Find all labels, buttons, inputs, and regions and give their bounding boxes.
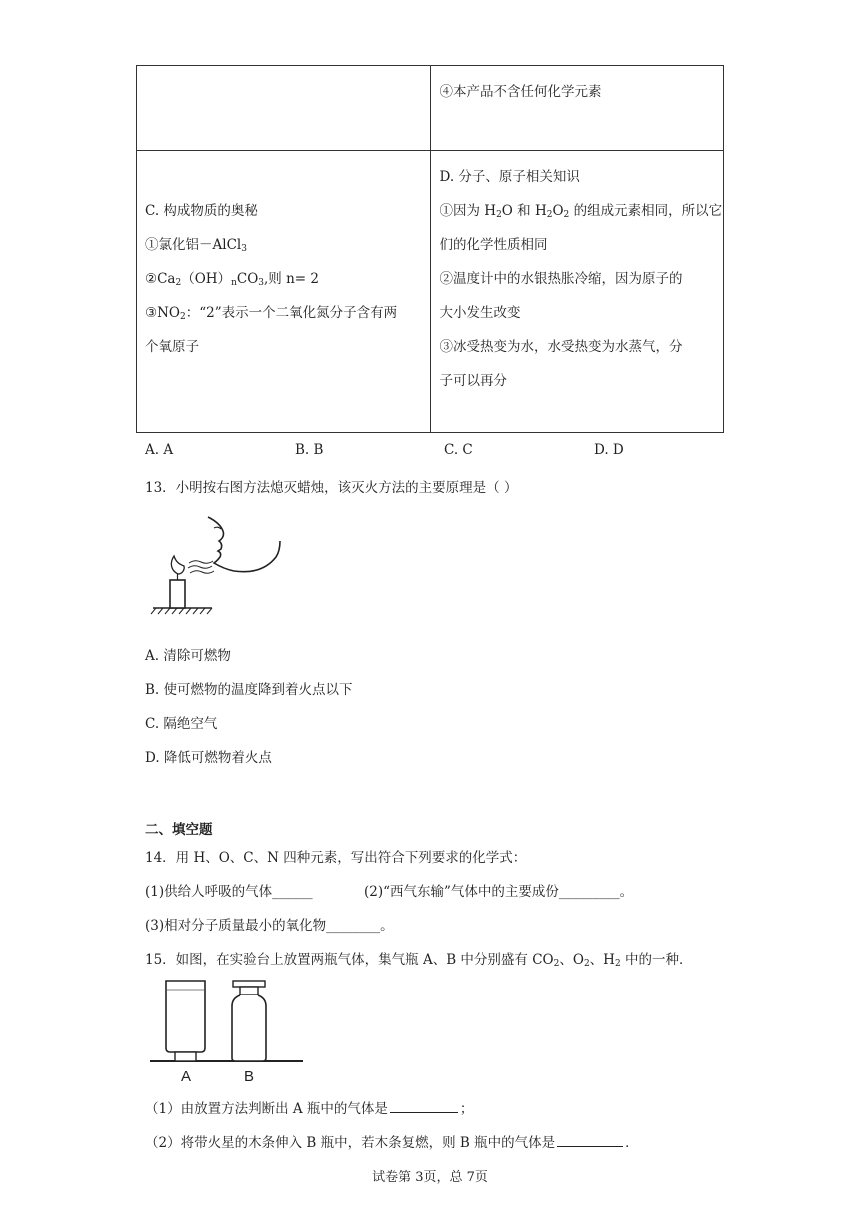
q13-option-a: A. 清除可燃物 — [145, 648, 231, 664]
d-item-1-cont: 们的化学性质相同 — [439, 237, 548, 253]
table-cell-c — [137, 151, 431, 433]
question-table — [136, 65, 724, 433]
q15-blank-1[interactable] — [390, 1100, 458, 1113]
q14-stem: 14．用 H、O、C、N 四种元素，写出符合下列要求的化学式： — [145, 850, 527, 866]
bottle-a-label: A — [180, 1068, 192, 1085]
q14-part-1: (1)供给人呼吸的气体______ — [145, 884, 313, 900]
q13-option-c: C. 隔绝空气 — [145, 716, 218, 732]
q14-part-2: (2)“西气东输”气体中的主要成份_________。 — [364, 884, 634, 900]
c-item-3-cont: 个氧原子 — [145, 339, 199, 355]
d-item-2-cont: 大小发生改变 — [439, 305, 521, 321]
q13-option-b: B. 使可燃物的温度降到着火点以下 — [145, 682, 353, 698]
d-item-3-cont: 子可以再分 — [439, 373, 507, 389]
d-title: D. 分子、原子相关知识 — [439, 169, 580, 185]
table-cell-top-right — [431, 66, 724, 151]
q13-option-d: D. 降低可燃物着火点 — [145, 750, 272, 766]
top-right-text: ④本产品不含任何化学元素 — [439, 84, 602, 100]
candle-blowing-figure — [148, 512, 298, 617]
gas-bottles-figure — [148, 978, 308, 1086]
q15-stem: 15．如图，在实验台上放置两瓶气体，集气瓶 A、B 中分别盛有 $CO_2$、$O_2$、$H_2$ 中的一种． — [145, 952, 693, 969]
q14-part-3: (3)相对分子质量最小的氧化物________。 — [145, 918, 394, 934]
q15-part-1: （1）由放置方法判断出 A 瓶中的气体是 ； — [145, 1101, 474, 1117]
q12-option-a: A. A — [145, 442, 174, 458]
q12-option-b: B. B — [295, 442, 324, 458]
c-item-2: $②Ca_2(OH)_nCO_3$,则 n= 2 — [145, 271, 319, 288]
c-item-1: ①氯化铝－AlCl$_3$ — [145, 237, 247, 254]
q12-option-d: D. D — [594, 442, 624, 458]
table-cell-top-left — [137, 66, 431, 151]
d-item-1: ①因为 $H_2O$ 和 $H_2O_2$ 的组成元素相同，所以它 — [439, 203, 723, 220]
page-footer: 试卷第 3页，总 7页 — [372, 1170, 488, 1185]
d-item-3: ③冰受热变为水，水受热变为水蒸气，分 — [439, 339, 683, 355]
q12-option-c: C. C — [444, 442, 473, 458]
q15-part-2: （2）将带火星的木条伸入 B 瓶中，若木条复燃，则 B 瓶中的气体是 ． — [145, 1135, 639, 1151]
bottle-b-label: B — [243, 1068, 255, 1085]
table-cell-d — [431, 151, 724, 433]
c-item-3: $③NO_2$：“2”表示一个二氧化氮分子含有两 — [145, 305, 398, 322]
c-title: C. 构成物质的奥秘 — [145, 203, 258, 219]
q15-blank-2[interactable] — [557, 1134, 623, 1147]
q13-stem: 13．小明按右图方法熄灭蜡烛，该灭火方法的主要原理是（ ） — [145, 480, 518, 496]
section-heading: 二、填空题 — [145, 822, 213, 838]
d-item-2: ②温度计中的水银热胀冷缩，因为原子的 — [439, 271, 683, 287]
